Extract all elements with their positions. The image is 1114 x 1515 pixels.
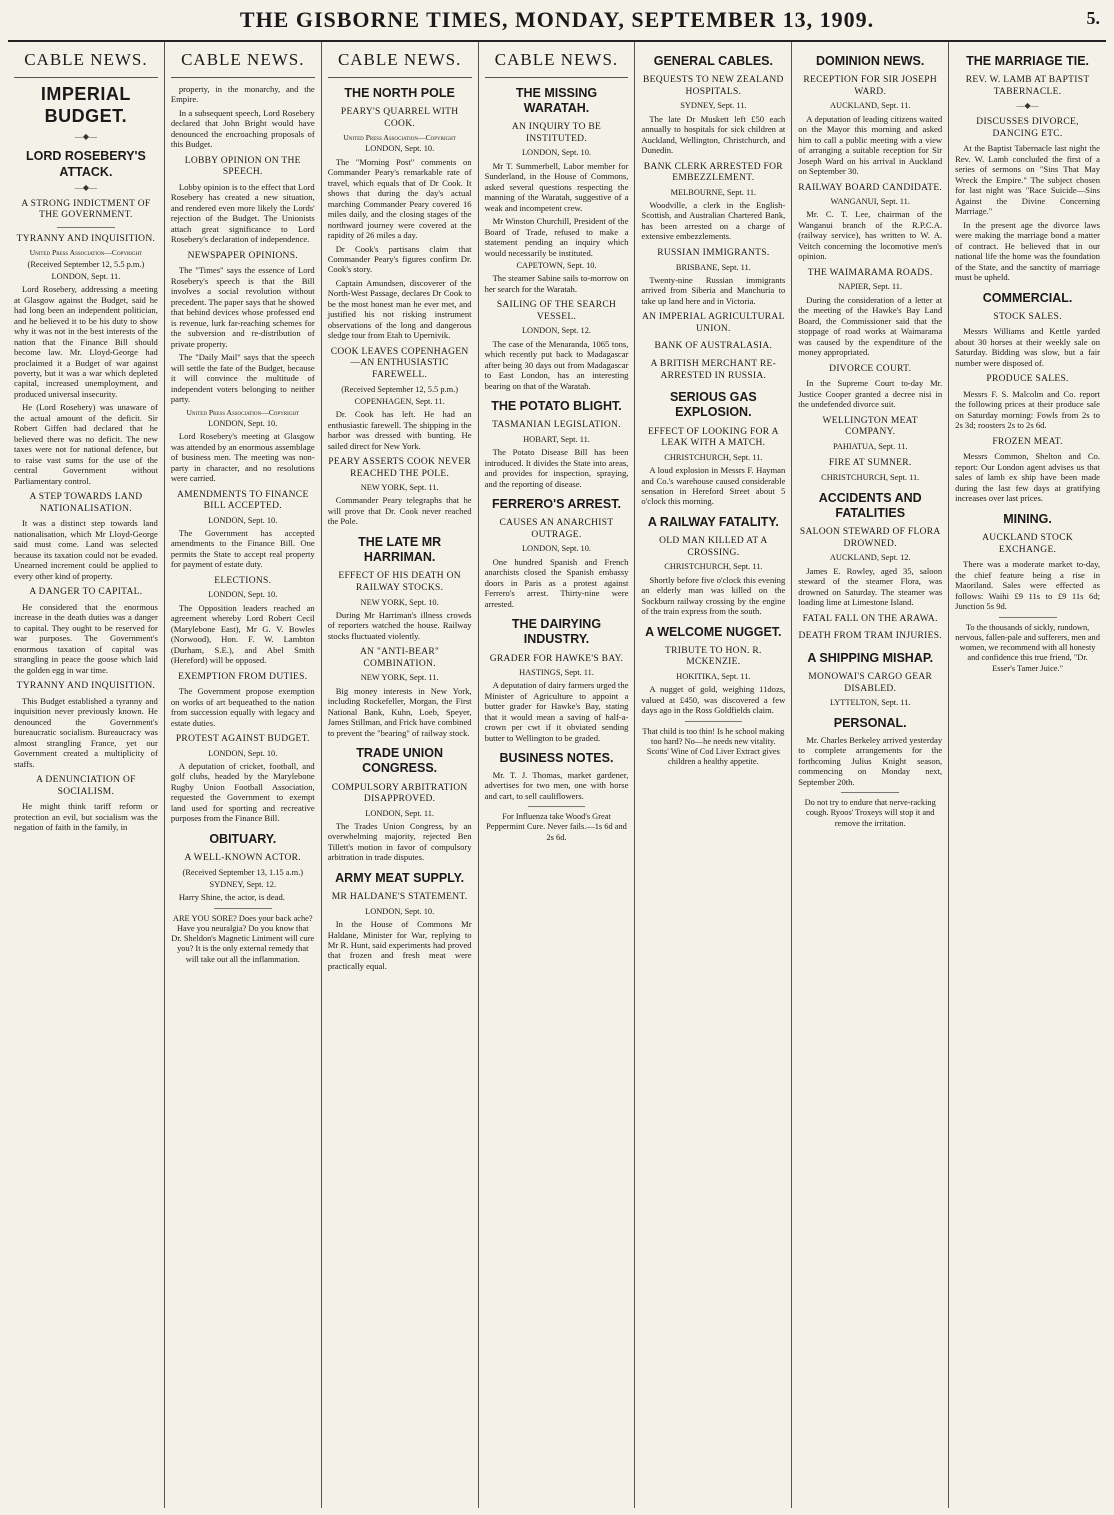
section-head: A WELL-KNOWN ACTOR.	[184, 853, 301, 864]
dateline: HOKITIKA, Sept. 11.	[676, 671, 751, 681]
section-head: BANK CLERK ARRESTED FOR EMBEZZLEMENT.	[643, 161, 783, 184]
paragraph: The steamer Sabine sails to-morrow on her search for the Waratah.	[484, 273, 629, 294]
article-subhead: EFFECT OF HIS DEATH ON RAILWAY STOCKS.	[338, 571, 461, 593]
column-7	[949, 42, 1106, 1508]
paragraph: Dr. Cook has left. He had an enthusiastic farewell. The shipping in the harbor was dressed with bunting. He sailed direct for New York.	[327, 409, 472, 451]
article-title: IMPERIAL BUDGET.	[40, 83, 131, 126]
dateline: AUCKLAND, Sept. 11.	[830, 101, 911, 111]
dateline: LONDON, Sept. 12.	[521, 326, 592, 336]
paragraph: property, in the monarchy, and the Empire.	[170, 83, 315, 105]
received-line: (Received September 13, 1.15 a.m.)	[182, 867, 303, 877]
article-title: A RAILWAY FATALITY.	[647, 514, 779, 529]
divider-rule	[528, 806, 586, 807]
press-credit: United Press Association—Copyright	[29, 248, 143, 258]
article-title: THE NORTH POLE	[344, 85, 455, 100]
paragraph: The Potato Disease Bill has been introduced. It divides the State into areas, and provides for inspection, spraying, and the reporting of disease.	[484, 447, 629, 489]
dateline: SYDNEY, Sept. 11.	[680, 101, 747, 111]
dateline: PAHIATUA, Sept. 11.	[832, 441, 908, 451]
dateline: SYDNEY, Sept. 12.	[209, 879, 277, 889]
paragraph: A deputation of dairy farmers urged the Minister of Agriculture to appoint a butter grader for Hawke's Bay, stating that it would mean a saving of half-a-crown per cwt if it obviated sending butter to Wellington to be graded.	[484, 680, 629, 743]
paragraph: In the Supreme Court to-day Mr. Justice Cooper granted a decree nisi in the undefended divorce suit.	[798, 378, 943, 410]
paragraph: Lord Rosebery's meeting at Glasgow was attended by an enormous assemblage of business men. The meeting was non-party in character, and no resolutions were carried.	[170, 431, 315, 484]
paragraph: Commander Peary telegraphs that he will prove that Dr. Cook never reached the Pole.	[327, 495, 472, 527]
paragraph: There was a moderate market to-day, the chief feature being a rise in Maoriland. Sales were effected as follows: Waihi £9 11s to £9 11s 6d; Junction 5s 9d.	[955, 559, 1100, 612]
section-head: BANK OF AUSTRALASIA.	[654, 341, 773, 352]
article-title: COMMERCIAL.	[982, 290, 1073, 305]
section-head: THE WAIMARAMA ROADS.	[807, 267, 933, 278]
paragraph: A deputation of cricket, football, and golf clubs, headed by the Marylebone Rugby Union Football Association, requested the Government to exempt land used for sporting and recreative purposes from the Finance Bill.	[170, 760, 315, 824]
dateline: NAPIER, Sept. 11.	[838, 282, 903, 292]
article-subtitle: LORD ROSEBERY'S ATTACK.	[25, 149, 146, 179]
section-head: AN "ANTI-BEAR" COMBINATION.	[360, 647, 440, 669]
dateline: CAPETOWN, Sept. 10.	[516, 261, 597, 270]
article-subhead: A STRONG INDICTMENT OF THE GOVERNMENT.	[21, 198, 151, 221]
column-5	[635, 42, 792, 1508]
paragraph: Mr. T. J. Thomas, market gardener, advertises for two men, one with horse and cart, to sell cauliflowers.	[484, 769, 629, 801]
dateline: BRISBANE, Sept. 11.	[675, 262, 751, 272]
article-title: MINING.	[1003, 511, 1052, 526]
paragraph: Messrs Williams and Kettle yarded about 30 horses at their weekly sale on Saturday. Bidding was slow, but a fair number were disposed of.	[955, 326, 1100, 368]
section-head: RAILWAY BOARD CANDIDATE.	[798, 182, 943, 193]
divider-rule	[14, 183, 158, 193]
article-subhead: SALOON STEWARD OF FLORA DROWNED.	[799, 527, 941, 549]
dateline: LONDON, Sept. 11.	[51, 271, 121, 281]
dateline: HOBART, Sept. 11.	[523, 434, 590, 444]
article-title: A SHIPPING MISHAP.	[807, 650, 934, 665]
divider-rule	[14, 132, 158, 142]
article-subhead: PRODUCE SALES.	[986, 374, 1069, 385]
section-head: PEARY ASSERTS COOK NEVER REACHED THE POLE.	[328, 457, 471, 479]
section-head: EXEMPTION FROM DUTIES.	[178, 671, 308, 682]
advertisement: For Influenza take Wood's Great Peppermint Cure. Never fails.—1s 6d and 2s 6d.	[486, 812, 627, 842]
dateline: COPENHAGEN, Sept. 11.	[354, 396, 445, 406]
paragraph: The Trades Union Congress, by an overwhelming majority, rejected Ben Tillett's motion in favor of compulsory arbitration in trade disputes.	[327, 821, 472, 863]
section-head: FATAL FALL ON THE ARAWA.	[802, 613, 938, 624]
article-subhead: TASMANIAN LEGISLATION.	[492, 420, 621, 431]
article-title: THE MISSING WARATAH.	[515, 85, 598, 115]
dateline: LONDON, Sept. 10.	[521, 148, 592, 158]
advertisement: That child is too thin! Is he school making too hard? No—he needs new vitality. Scotts' Wine of Cod Liver Extract gives children a healthy appetite.	[642, 726, 785, 767]
article-subhead: DISCUSSES DIVORCE, DANCING ETC.	[976, 117, 1079, 139]
article-title: BUSINESS NOTES.	[499, 751, 614, 766]
article-subhead: OLD MAN KILLED AT A CROSSING.	[659, 536, 768, 558]
paragraph: During the consideration of a letter at the meeting of the Hawke's Bay Land Board, the Commissioner said that the stoppage of road works at Waimarama was caused by the expenditure of the money appropriated.	[798, 294, 943, 358]
article-subhead: COMPULSORY ARBITRATION DISAPPROVED.	[331, 782, 468, 805]
article-title: TRADE UNION CONGRESS.	[356, 746, 444, 776]
paragraph: In the present age the divorce laws were making the marriage bond a matter of contract. He believed that in our national life the home was the foundation of the State, and the sanctity of marriage must be upheld.	[955, 219, 1100, 283]
paragraph: The late Dr Muskett left £50 each annually to hospitals for sick children at Auckland, Wellington, Christchurch, and Dunedin.	[641, 113, 786, 156]
paragraph: Lobby opinion is to the effect that Lord Rosebery has created a new situation, and rendered even more likely the Lords' rejection of the Budget. The Unionists attach great significance to Lord Rosebery's declaration of independence.	[170, 181, 315, 245]
section-head: DIVORCE COURT.	[829, 363, 912, 374]
article-subhead: GRADER FOR HAWKE'S BAY.	[489, 653, 624, 664]
dateline: LONDON, Sept. 10.	[521, 544, 592, 554]
paragraph: This Budget established a tyranny and inquisition never previously known. He denounced the Government's bureaucratic socialism. Bureaucracy was almost strangling France, yet our Government created a multiplicity of staffs.	[14, 695, 158, 769]
article-subhead: RECEPTION FOR SIR JOSEPH WARD.	[803, 75, 938, 97]
paragraph: Lord Rosebery, addressing a meeting at Glasgow against the Budget, said he had long been an independent politician, and he believed it to be his duty to show why it was not in the best interests of the nation that the Finance Bill should become law. Mr. Lloyd-George had proclaimed it a Budget of war against poverty, but it was a war which depleted capital, increased unemployment, and produced universal insecurity.	[14, 284, 158, 399]
paragraph: At the Baptist Tabernacle last night the Rev. W. Lamb concluded the first of a series of sermons on "Sins That May Wreck the Empire." The subject chosen for last night was "Race Suicide—Sins Against the Divine Concerning Marriage."	[955, 143, 1100, 217]
article-subhead: AN INQUIRY TO BE INSTITUTED.	[511, 122, 602, 144]
section-head: A STEP TOWARDS LAND NATIONALISATION.	[29, 492, 143, 514]
article-title: ACCIDENTS AND FATALITIES	[818, 490, 922, 521]
dateline: NEW YORK, Sept. 11.	[360, 483, 439, 493]
dateline: LONDON, Sept. 10.	[365, 144, 435, 154]
article-subhead: EFFECT OF LOOKING FOR A LEAK WITH A MATCH.	[647, 426, 779, 449]
column-heading: CABLE NEWS.	[14, 46, 158, 78]
dateline: LONDON, Sept. 10.	[365, 906, 435, 916]
section-head: DEATH FROM TRAM INJURIES.	[798, 631, 942, 642]
article-subhead: PEARY'S QUARREL WITH COOK.	[340, 106, 459, 129]
article-title: THE MARRIAGE TIE.	[966, 54, 1090, 68]
dateline: LONDON, Sept. 11.	[365, 808, 435, 818]
paragraph: Mr. Charles Berkeley arrived yesterday to complete arrangements for the forthcoming Julius Knight season, commencing on Monday next, September 20th.	[798, 734, 943, 787]
article-subhead: CAUSES AN ANARCHIST OUTRAGE.	[499, 518, 614, 540]
dateline: NEW YORK, Sept. 11.	[360, 673, 439, 683]
dateline: LONDON, Sept. 10.	[208, 590, 278, 600]
dateline: LONDON, Sept. 10.	[208, 418, 278, 428]
section-head: PROTEST AGAINST BUDGET.	[175, 734, 310, 745]
paragraph: Mr. C. T. Lee, chairman of the Wanganui branch of the R.P.C.A. (railway service), has written to W. A. Veitch concerning the locomotive men's opinion.	[798, 209, 943, 262]
paragraph: A loud explosion in Messrs F. Hayman and Co.'s warehouse caused considerable sensation in Hereford Street about 5 o'clock this morning.	[641, 465, 786, 507]
article-subhead: STOCK SALES.	[993, 311, 1062, 322]
dateline: LONDON, Sept. 10.	[208, 748, 278, 758]
section-head: WELLINGTON MEAT COMPANY.	[822, 415, 918, 438]
article-title: THE LATE MR HARRIMAN.	[358, 534, 442, 565]
dateline: LYTTELTON, Sept. 11.	[829, 698, 911, 708]
paragraph: A deputation of leading citizens waited on the Mayor this morning and asked him to call a public meeting with a view of arranging a suitable reception for Sir Joseph Ward on his arrival in Auckland on September 30.	[798, 113, 943, 177]
paragraph: The "Times" says the essence of Lord Rosebery's speech is that the Bill involves a social revolution without precedent. The paper says that he showed that behind devices whose professed end is revenue, lurk far-reaching schemes for the subversion and re-distribution of private property.	[170, 265, 315, 349]
column-4	[479, 42, 636, 1508]
dateline: NEW YORK, Sept. 10.	[360, 597, 439, 607]
paragraph: Mr T. Summerbell, Labor member for Sunderland, in the House of Commons, asked several questions respecting the manning of the Waratah, suggestive of a weak and incompetent crew.	[484, 160, 629, 213]
dateline: HASTINGS, Sept. 11.	[519, 668, 594, 678]
paragraph: He might think tariff reform or protection an evil, but socialism was the negation of faith in the family, in	[14, 801, 158, 833]
article-subhead: AUCKLAND STOCK EXCHANGE.	[982, 533, 1073, 555]
article-title: THE DAIRYING INDUSTRY.	[511, 617, 602, 647]
dateline: CHRISTCHURCH, Sept. 11.	[821, 472, 920, 482]
column-heading: CABLE NEWS.	[171, 46, 315, 78]
section-head: SAILING OF THE SEARCH VESSEL.	[496, 300, 617, 322]
article-title: SERIOUS GAS EXPLOSION.	[669, 390, 757, 420]
article-subhead: MONOWAI'S CARGO GEAR DISABLED.	[808, 672, 933, 694]
dateline: AUCKLAND, Sept. 12.	[829, 553, 911, 563]
column-3	[322, 42, 479, 1508]
article-subhead: MR HALDANE'S STATEMENT.	[331, 892, 468, 903]
advertisement: ARE YOU SORE? Does your back ache? Have you neuralgia? Do you know that Dr. Sheldon's Magnetic Liniment will cure you? It is the only external remedy that will take out all the inflammation.	[171, 913, 315, 964]
divider-rule	[999, 617, 1057, 618]
article-subhead: TYRANNY AND INQUISITION.	[16, 233, 156, 244]
section-head: AMENDMENTS TO FINANCE BILL ACCEPTED.	[176, 489, 309, 512]
paragraph: The Government propose exemption on works of art bequeathed to the nation from succession equally with legacy and estate duties.	[170, 686, 315, 728]
paragraph: The case of the Menaranda, 1065 tons, which recently put back to Madagascar after being 30 days out from Madagascar to East London, has an interesting bearing on that of the Waratah.	[484, 338, 629, 391]
paragraph: During Mr Harriman's illness crowds of reporters watched the house. Railway stocks fluctuated violently.	[327, 609, 472, 641]
received-line: (Received September 12, 5.5 p.m.)	[341, 384, 459, 394]
divider-rule	[685, 721, 743, 722]
received-line: (Received September 12, 5.5 p.m.)	[27, 259, 145, 269]
paragraph: In the House of Commons Mr Haldane, Minister for War, replying to Mr R. Hunt, said experiments had proved that frozen and fresh meat were practically equal.	[327, 919, 472, 971]
paragraph: Captain Amundsen, discoverer of the North-West Passage, declares Dr Cook to be the most honest man he ever met, and justified his not risking instrument observations of the long and dangerous sledge tour from Etah to Upernivik.	[327, 277, 472, 341]
divider-rule	[841, 792, 899, 793]
column-heading: CABLE NEWS.	[328, 46, 472, 78]
paragraph: One hundred Spanish and French anarchists closed the Spanish embassy doors in Paris as a protest against Ferrero's arrest. Thirty-nine were arrested.	[484, 556, 629, 609]
paragraph: The Government has accepted amendments to the Finance Bill. One permits the State to accept real property for payment of estate duty.	[170, 527, 315, 570]
article-title: THE POTATO BLIGHT.	[491, 399, 622, 414]
paragraph: Mr Winston Churchill, President of the Board of Trade, refused to make a statement pending an inquiry which would necessarily be instituted.	[484, 216, 629, 258]
section-head: LOBBY OPINION ON THE SPEECH.	[184, 155, 301, 178]
paragraph: Woodville, a clerk in the English-Scottish, and Australian Chartered Bank, has been arrested on a charge of extensive embezzlements.	[641, 200, 786, 242]
section-head: A DENUNCIATION OF SOCIALISM.	[36, 775, 136, 797]
article-title: DOMINION NEWS.	[816, 54, 925, 68]
paragraph: The Opposition leaders reached an agreement whereby Lord Robert Cecil (Marylebone East), Mr G. V. Bowles (Norwood), Hon. F. W. Lambton (Durham, S.E.), and Abel Smith (Hereford) will be opposed.	[170, 602, 315, 666]
dateline: MELBOURNE, Sept. 11.	[670, 187, 757, 197]
article-title: OBITUARY.	[209, 831, 277, 846]
dateline: CHRISTCHURCH, Sept. 11.	[664, 452, 763, 462]
divider-rule	[955, 101, 1100, 111]
paragraph: The "Daily Mail" says that the speech will settle the fate of the Budget, because it will convince the multitude of independent voters belonging to neither party.	[170, 352, 315, 405]
article-title: PERSONAL.	[833, 716, 907, 731]
paragraph: Big money interests in New York, including Rockefeller, Morgan, the First National Bank, Kuhn, Loeb, Speyer, James Stillman, and Frick have combined to prevent the "bearing" of railway stock.	[327, 685, 472, 738]
paragraph: Dr Cook's partisans claim that Commander Peary's figures confirm Dr. Cook's story.	[327, 243, 472, 275]
dateline: WANGANUI, Sept. 11.	[830, 197, 910, 207]
column-2	[165, 42, 322, 1508]
column-6	[792, 42, 949, 1508]
newspaper-title: THE GISBORNE TIMES, MONDAY, SEPTEMBER 13, 1909.	[239, 7, 875, 32]
divider-rule	[214, 908, 272, 909]
section-head: NEWSPAPER OPINIONS.	[187, 250, 298, 261]
article-subhead: TRIBUTE TO HON. R. MCKENZIE.	[665, 645, 762, 668]
article-title: FERRERO'S ARREST.	[492, 497, 621, 512]
section-head: RUSSIAN IMMIGRANTS.	[657, 247, 770, 258]
divider-rule	[57, 227, 115, 228]
article-title: A WELCOME NUGGET.	[645, 624, 782, 639]
section-head: COOK LEAVES COPENHAGEN—AN ENTHUSIASTIC FAREWELL.	[330, 346, 469, 381]
paragraph: He (Lord Rosebery) was unaware of the actual amount of the deficit. Sir Robert Giffen had declared that he believed there was no deficit. The new taxes were not for national defence, but to raise vast sums for the use of the central Government without Parliamentary control.	[14, 402, 158, 486]
article-subhead: REV. W. LAMB AT BAPTIST TABERNACLE.	[965, 75, 1090, 97]
page-number: 5.	[1086, 8, 1100, 28]
masthead	[8, 0, 1106, 42]
section-head: TYRANNY AND INQUISITION.	[16, 681, 156, 692]
article-subhead: BEQUESTS TO NEW ZEALAND HOSPITALS.	[643, 75, 784, 97]
paragraph: Twenty-nine Russian immigrants arrived from Siberia and Manchuria to take up land here and in Victoria.	[641, 274, 786, 306]
paragraph: Messrs F. S. Malcolm and Co. report the following prices at their produce sale on Saturday morning: Fowls from 2s to 2s 3d; roosters 2s to 2s 6d.	[955, 388, 1100, 431]
section-head: A BRITISH MERCHANT RE-ARRESTED IN RUSSIA.	[650, 358, 777, 381]
article-subhead: FROZEN MEAT.	[992, 436, 1063, 447]
advertisement: Do not try to endure that nerve-racking cough. Ryoos' Troxeys will stop it and remove the irritation.	[804, 798, 936, 828]
paragraph: It was a distinct step towards land nationalisation, which Mr Lloyd-George said must come. Land was selected because its taxation could not be evaded. Unearned increment could be applied to every other kind of property.	[14, 518, 158, 581]
paragraph: Shortly before five o'clock this evening an elderly man was killed on the Sockburn railway crossing by the engine of the train express from the south.	[641, 574, 786, 617]
press-credit: United Press Association—Copyright	[343, 133, 456, 143]
section-head: FIRE AT SUMNER.	[828, 457, 912, 468]
paragraph: He considered that the enormous increase in the death duties was a danger to capital. They ought to be reserved for war purposes. The Government's enormous taxation of capital was strangling in peace the goose which laid the golden egg in war time.	[14, 601, 158, 675]
advertisement: To the thousands of sickly, rundown, nervous, fallen-pale and sufferers, men and women, we recommend with all honesty and confidence this true friend, "Dr. Esser's Tamer Juice."	[955, 622, 1100, 673]
section-head: ELECTIONS.	[214, 575, 272, 586]
column-1	[8, 42, 165, 1508]
paragraph: A nugget of gold, weighing 11dozs, valued at £450, was discovered a few days ago in the Ross Goldfields claim.	[641, 684, 786, 716]
section-head: A DANGER TO CAPITAL.	[29, 587, 143, 598]
article-title: ARMY MEAT SUPPLY.	[335, 870, 465, 885]
paragraph: James E. Rowley, aged 35, saloon steward of the steamer Flora, was drowned on Saturday. The steamer was loading lime at Limestone Island.	[798, 565, 943, 608]
dateline: CHRISTCHURCH, Sept. 11.	[664, 562, 763, 572]
article-title: GENERAL CABLES.	[653, 54, 773, 68]
press-credit: United Press Association—Copyright	[186, 407, 300, 417]
paragraph: Messrs Common, Shelton and Co. report: Our London agent advises us that sales of lamb ex ship have been made during the last few days at gratifying increases over last prices.	[955, 451, 1100, 504]
paragraph: In a subsequent speech, Lord Rosebery declared that John Bright would have denounced the encroaching proposals of this Budget.	[170, 107, 315, 150]
column-heading: CABLE NEWS.	[485, 46, 629, 78]
paragraph: The "Morning Post" comments on Commander Peary's remarkable rate of travel, which equals that of Dr Cook. It shows that during the day's actual marching Commander Peary covered 16 miles daily, and the closing stages of the northward journey were covered at the rapidity of 26 miles a day.	[327, 156, 472, 241]
section-head: AN IMPERIAL AGRICULTURAL UNION.	[642, 312, 785, 334]
paragraph: Harry Shine, the actor, is dead.	[178, 892, 285, 903]
dateline: LONDON, Sept. 10.	[208, 515, 278, 525]
page-columns	[8, 42, 1106, 1508]
